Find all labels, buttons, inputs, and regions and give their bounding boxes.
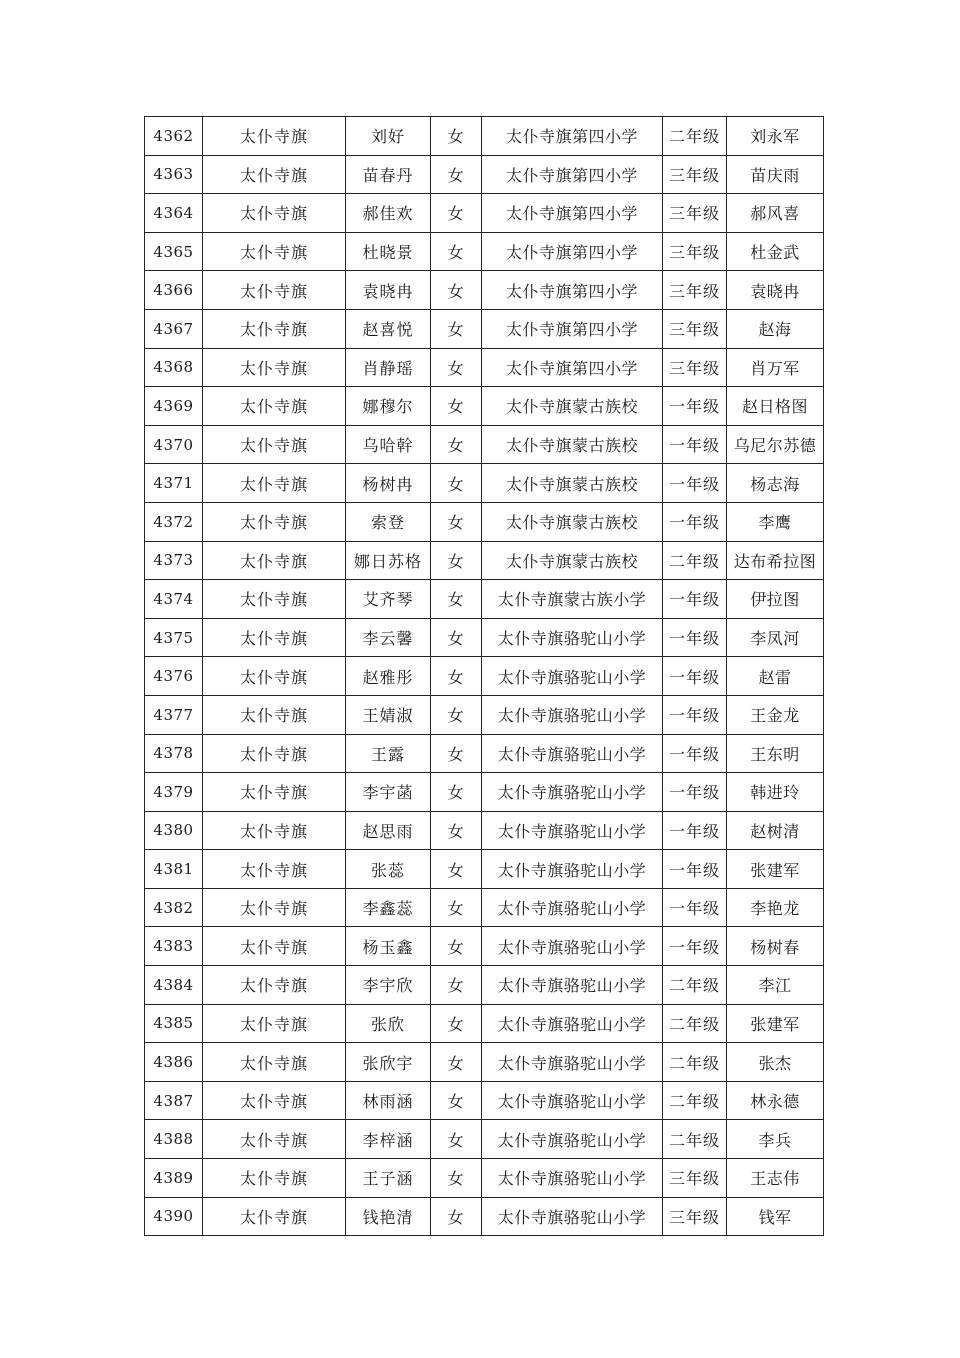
cell-region: 太仆寺旗 — [203, 541, 346, 580]
cell-number: 4364 — [145, 194, 203, 233]
cell-school: 太仆寺旗骆驼山小学 — [482, 1081, 663, 1120]
cell-school: 太仆寺旗骆驼山小学 — [482, 1120, 663, 1159]
cell-number: 4365 — [145, 232, 203, 271]
cell-school: 太仆寺旗骆驼山小学 — [482, 657, 663, 696]
table-row — [145, 387, 824, 426]
cell-grade: 三年级 — [663, 271, 727, 310]
cell-school: 太仆寺旗骆驼山小学 — [482, 850, 663, 889]
cell-guardian: 赵树清 — [727, 811, 824, 850]
cell-grade: 三年级 — [663, 1197, 727, 1236]
table-row — [145, 657, 824, 696]
cell-gender: 女 — [431, 618, 482, 657]
cell-guardian: 李鹰 — [727, 502, 824, 541]
cell-region: 太仆寺旗 — [203, 811, 346, 850]
cell-region: 太仆寺旗 — [203, 271, 346, 310]
cell-guardian: 郝风喜 — [727, 194, 824, 233]
cell-grade: 二年级 — [663, 1043, 727, 1082]
cell-student-name: 郝佳欢 — [346, 194, 431, 233]
cell-student-name: 林雨涵 — [346, 1081, 431, 1120]
cell-number: 4377 — [145, 695, 203, 734]
cell-grade: 二年级 — [663, 966, 727, 1005]
cell-region: 太仆寺旗 — [203, 502, 346, 541]
cell-gender: 女 — [431, 927, 482, 966]
cell-region: 太仆寺旗 — [203, 155, 346, 194]
cell-school: 太仆寺旗第四小学 — [482, 155, 663, 194]
cell-gender: 女 — [431, 194, 482, 233]
cell-number: 4384 — [145, 966, 203, 1005]
cell-region: 太仆寺旗 — [203, 1004, 346, 1043]
cell-grade: 三年级 — [663, 232, 727, 271]
cell-gender: 女 — [431, 348, 482, 387]
cell-student-name: 钱艳清 — [346, 1197, 431, 1236]
roster-table — [144, 116, 824, 1236]
cell-grade: 一年级 — [663, 618, 727, 657]
table-row — [145, 232, 824, 271]
cell-school: 太仆寺旗第四小学 — [482, 271, 663, 310]
cell-number: 4374 — [145, 580, 203, 619]
cell-region: 太仆寺旗 — [203, 966, 346, 1005]
cell-school: 太仆寺旗骆驼山小学 — [482, 1004, 663, 1043]
cell-number: 4386 — [145, 1043, 203, 1082]
cell-number: 4388 — [145, 1120, 203, 1159]
cell-region: 太仆寺旗 — [203, 927, 346, 966]
cell-school: 太仆寺旗骆驼山小学 — [482, 811, 663, 850]
cell-gender: 女 — [431, 464, 482, 503]
cell-school: 太仆寺旗骆驼山小学 — [482, 773, 663, 812]
cell-student-name: 苗春丹 — [346, 155, 431, 194]
cell-number: 4362 — [145, 117, 203, 156]
cell-student-name: 娜日苏格 — [346, 541, 431, 580]
cell-region: 太仆寺旗 — [203, 888, 346, 927]
cell-number: 4380 — [145, 811, 203, 850]
cell-student-name: 王露 — [346, 734, 431, 773]
table-row — [145, 695, 824, 734]
cell-student-name: 张蕊 — [346, 850, 431, 889]
cell-student-name: 张欣宇 — [346, 1043, 431, 1082]
cell-region: 太仆寺旗 — [203, 773, 346, 812]
cell-student-name: 张欣 — [346, 1004, 431, 1043]
cell-guardian: 赵雷 — [727, 657, 824, 696]
table-row — [145, 117, 824, 156]
cell-school: 太仆寺旗骆驼山小学 — [482, 734, 663, 773]
cell-grade: 一年级 — [663, 425, 727, 464]
cell-region: 太仆寺旗 — [203, 1197, 346, 1236]
cell-guardian: 李凤河 — [727, 618, 824, 657]
cell-gender: 女 — [431, 309, 482, 348]
cell-student-name: 赵喜悦 — [346, 309, 431, 348]
cell-gender: 女 — [431, 1081, 482, 1120]
cell-number: 4367 — [145, 309, 203, 348]
table-row — [145, 1081, 824, 1120]
cell-gender: 女 — [431, 734, 482, 773]
cell-gender: 女 — [431, 580, 482, 619]
cell-guardian: 韩进玲 — [727, 773, 824, 812]
cell-region: 太仆寺旗 — [203, 117, 346, 156]
cell-guardian: 钱军 — [727, 1197, 824, 1236]
cell-grade: 二年级 — [663, 1081, 727, 1120]
cell-region: 太仆寺旗 — [203, 850, 346, 889]
cell-grade: 一年级 — [663, 773, 727, 812]
table-row — [145, 194, 824, 233]
cell-gender: 女 — [431, 657, 482, 696]
cell-number: 4373 — [145, 541, 203, 580]
cell-number: 4370 — [145, 425, 203, 464]
cell-gender: 女 — [431, 888, 482, 927]
cell-student-name: 索登 — [346, 502, 431, 541]
cell-school: 太仆寺旗骆驼山小学 — [482, 1043, 663, 1082]
cell-school: 太仆寺旗蒙古族校 — [482, 502, 663, 541]
cell-guardian: 王志伟 — [727, 1159, 824, 1198]
cell-student-name: 杨玉鑫 — [346, 927, 431, 966]
cell-region: 太仆寺旗 — [203, 387, 346, 426]
cell-number: 4375 — [145, 618, 203, 657]
cell-region: 太仆寺旗 — [203, 618, 346, 657]
cell-region: 太仆寺旗 — [203, 194, 346, 233]
cell-student-name: 李云馨 — [346, 618, 431, 657]
cell-grade: 三年级 — [663, 1159, 727, 1198]
cell-student-name: 杨树冉 — [346, 464, 431, 503]
cell-grade: 二年级 — [663, 1120, 727, 1159]
cell-student-name: 艾齐琴 — [346, 580, 431, 619]
table-row — [145, 155, 824, 194]
cell-school: 太仆寺旗骆驼山小学 — [482, 1159, 663, 1198]
cell-number: 4378 — [145, 734, 203, 773]
cell-grade: 一年级 — [663, 580, 727, 619]
cell-region: 太仆寺旗 — [203, 232, 346, 271]
cell-number: 4372 — [145, 502, 203, 541]
cell-student-name: 乌哈幹 — [346, 425, 431, 464]
cell-number: 4382 — [145, 888, 203, 927]
table-row — [145, 966, 824, 1005]
table-row — [145, 309, 824, 348]
cell-guardian: 达布希拉图 — [727, 541, 824, 580]
cell-gender: 女 — [431, 695, 482, 734]
cell-student-name: 娜穆尔 — [346, 387, 431, 426]
cell-number: 4366 — [145, 271, 203, 310]
cell-region: 太仆寺旗 — [203, 1043, 346, 1082]
cell-gender: 女 — [431, 850, 482, 889]
cell-student-name: 袁晓冉 — [346, 271, 431, 310]
cell-school: 太仆寺旗第四小学 — [482, 232, 663, 271]
table-row — [145, 541, 824, 580]
cell-student-name: 李梓涵 — [346, 1120, 431, 1159]
cell-student-name: 赵雅彤 — [346, 657, 431, 696]
cell-guardian: 林永德 — [727, 1081, 824, 1120]
cell-school: 太仆寺旗骆驼山小学 — [482, 695, 663, 734]
cell-grade: 三年级 — [663, 155, 727, 194]
table-row — [145, 425, 824, 464]
table-row — [145, 1043, 824, 1082]
cell-school: 太仆寺旗骆驼山小学 — [482, 966, 663, 1005]
table-row — [145, 1120, 824, 1159]
cell-number: 4385 — [145, 1004, 203, 1043]
table-row — [145, 850, 824, 889]
cell-gender: 女 — [431, 1004, 482, 1043]
cell-guardian: 张建军 — [727, 850, 824, 889]
cell-gender: 女 — [431, 271, 482, 310]
cell-guardian: 袁晓冉 — [727, 271, 824, 310]
cell-grade: 二年级 — [663, 1004, 727, 1043]
cell-guardian: 杜金武 — [727, 232, 824, 271]
cell-region: 太仆寺旗 — [203, 1081, 346, 1120]
cell-gender: 女 — [431, 387, 482, 426]
cell-student-name: 李鑫蕊 — [346, 888, 431, 927]
table-row — [145, 734, 824, 773]
cell-guardian: 李兵 — [727, 1120, 824, 1159]
cell-school: 太仆寺旗骆驼山小学 — [482, 888, 663, 927]
cell-grade: 一年级 — [663, 464, 727, 503]
cell-region: 太仆寺旗 — [203, 657, 346, 696]
cell-school: 太仆寺旗蒙古族校 — [482, 387, 663, 426]
cell-gender: 女 — [431, 1043, 482, 1082]
cell-school: 太仆寺旗蒙古族校 — [482, 541, 663, 580]
cell-grade: 一年级 — [663, 888, 727, 927]
cell-guardian: 赵日格图 — [727, 387, 824, 426]
cell-grade: 一年级 — [663, 657, 727, 696]
cell-region: 太仆寺旗 — [203, 1120, 346, 1159]
cell-guardian: 刘永军 — [727, 117, 824, 156]
cell-guardian: 杨树春 — [727, 927, 824, 966]
cell-student-name: 肖静瑶 — [346, 348, 431, 387]
table-row — [145, 1004, 824, 1043]
cell-gender: 女 — [431, 773, 482, 812]
cell-gender: 女 — [431, 117, 482, 156]
cell-grade: 三年级 — [663, 309, 727, 348]
cell-gender: 女 — [431, 232, 482, 271]
cell-school: 太仆寺旗蒙古族校 — [482, 425, 663, 464]
cell-student-name: 赵思雨 — [346, 811, 431, 850]
table-row — [145, 580, 824, 619]
cell-grade: 二年级 — [663, 541, 727, 580]
cell-student-name: 刘好 — [346, 117, 431, 156]
cell-grade: 一年级 — [663, 811, 727, 850]
roster-body — [145, 117, 824, 1236]
cell-school: 太仆寺旗骆驼山小学 — [482, 1197, 663, 1236]
table-row — [145, 464, 824, 503]
table-row — [145, 773, 824, 812]
cell-region: 太仆寺旗 — [203, 734, 346, 773]
cell-region: 太仆寺旗 — [203, 348, 346, 387]
cell-region: 太仆寺旗 — [203, 464, 346, 503]
cell-student-name: 王婧淑 — [346, 695, 431, 734]
cell-grade: 一年级 — [663, 927, 727, 966]
cell-number: 4368 — [145, 348, 203, 387]
cell-school: 太仆寺旗骆驼山小学 — [482, 618, 663, 657]
cell-guardian: 王金龙 — [727, 695, 824, 734]
cell-number: 4389 — [145, 1159, 203, 1198]
cell-school: 太仆寺旗骆驼山小学 — [482, 927, 663, 966]
table-row — [145, 888, 824, 927]
cell-guardian: 苗庆雨 — [727, 155, 824, 194]
cell-gender: 女 — [431, 541, 482, 580]
cell-region: 太仆寺旗 — [203, 1159, 346, 1198]
cell-guardian: 李江 — [727, 966, 824, 1005]
cell-gender: 女 — [431, 1159, 482, 1198]
table-row — [145, 502, 824, 541]
table-row — [145, 271, 824, 310]
cell-grade: 三年级 — [663, 194, 727, 233]
cell-number: 4376 — [145, 657, 203, 696]
cell-school: 太仆寺旗蒙古族校 — [482, 464, 663, 503]
cell-school: 太仆寺旗第四小学 — [482, 348, 663, 387]
table-row — [145, 927, 824, 966]
cell-gender: 女 — [431, 811, 482, 850]
table-row — [145, 811, 824, 850]
table-row — [145, 1197, 824, 1236]
cell-student-name: 李宇欣 — [346, 966, 431, 1005]
cell-grade: 一年级 — [663, 734, 727, 773]
cell-number: 4379 — [145, 773, 203, 812]
cell-number: 4387 — [145, 1081, 203, 1120]
cell-student-name: 李宇菡 — [346, 773, 431, 812]
cell-student-name: 杜晓景 — [346, 232, 431, 271]
cell-number: 4371 — [145, 464, 203, 503]
cell-guardian: 杨志海 — [727, 464, 824, 503]
cell-grade: 三年级 — [663, 348, 727, 387]
cell-guardian: 赵海 — [727, 309, 824, 348]
cell-region: 太仆寺旗 — [203, 425, 346, 464]
cell-gender: 女 — [431, 502, 482, 541]
table-row — [145, 348, 824, 387]
table-row — [145, 1159, 824, 1198]
cell-guardian: 李艳龙 — [727, 888, 824, 927]
cell-gender: 女 — [431, 1120, 482, 1159]
cell-school: 太仆寺旗第四小学 — [482, 309, 663, 348]
cell-gender: 女 — [431, 1197, 482, 1236]
cell-region: 太仆寺旗 — [203, 309, 346, 348]
cell-school: 太仆寺旗第四小学 — [482, 117, 663, 156]
cell-number: 4363 — [145, 155, 203, 194]
cell-gender: 女 — [431, 155, 482, 194]
cell-school: 太仆寺旗蒙古族小学 — [482, 580, 663, 619]
cell-guardian: 乌尼尔苏德 — [727, 425, 824, 464]
cell-grade: 一年级 — [663, 850, 727, 889]
cell-gender: 女 — [431, 425, 482, 464]
cell-guardian: 伊拉图 — [727, 580, 824, 619]
cell-number: 4383 — [145, 927, 203, 966]
cell-school: 太仆寺旗第四小学 — [482, 194, 663, 233]
cell-region: 太仆寺旗 — [203, 695, 346, 734]
cell-number: 4381 — [145, 850, 203, 889]
cell-number: 4369 — [145, 387, 203, 426]
table-row — [145, 618, 824, 657]
cell-grade: 二年级 — [663, 117, 727, 156]
cell-guardian: 肖万军 — [727, 348, 824, 387]
cell-guardian: 张杰 — [727, 1043, 824, 1082]
cell-guardian: 王东明 — [727, 734, 824, 773]
cell-grade: 一年级 — [663, 387, 727, 426]
cell-grade: 一年级 — [663, 695, 727, 734]
cell-number: 4390 — [145, 1197, 203, 1236]
cell-region: 太仆寺旗 — [203, 580, 346, 619]
cell-guardian: 张建军 — [727, 1004, 824, 1043]
cell-grade: 一年级 — [663, 502, 727, 541]
cell-gender: 女 — [431, 966, 482, 1005]
cell-student-name: 王子涵 — [346, 1159, 431, 1198]
